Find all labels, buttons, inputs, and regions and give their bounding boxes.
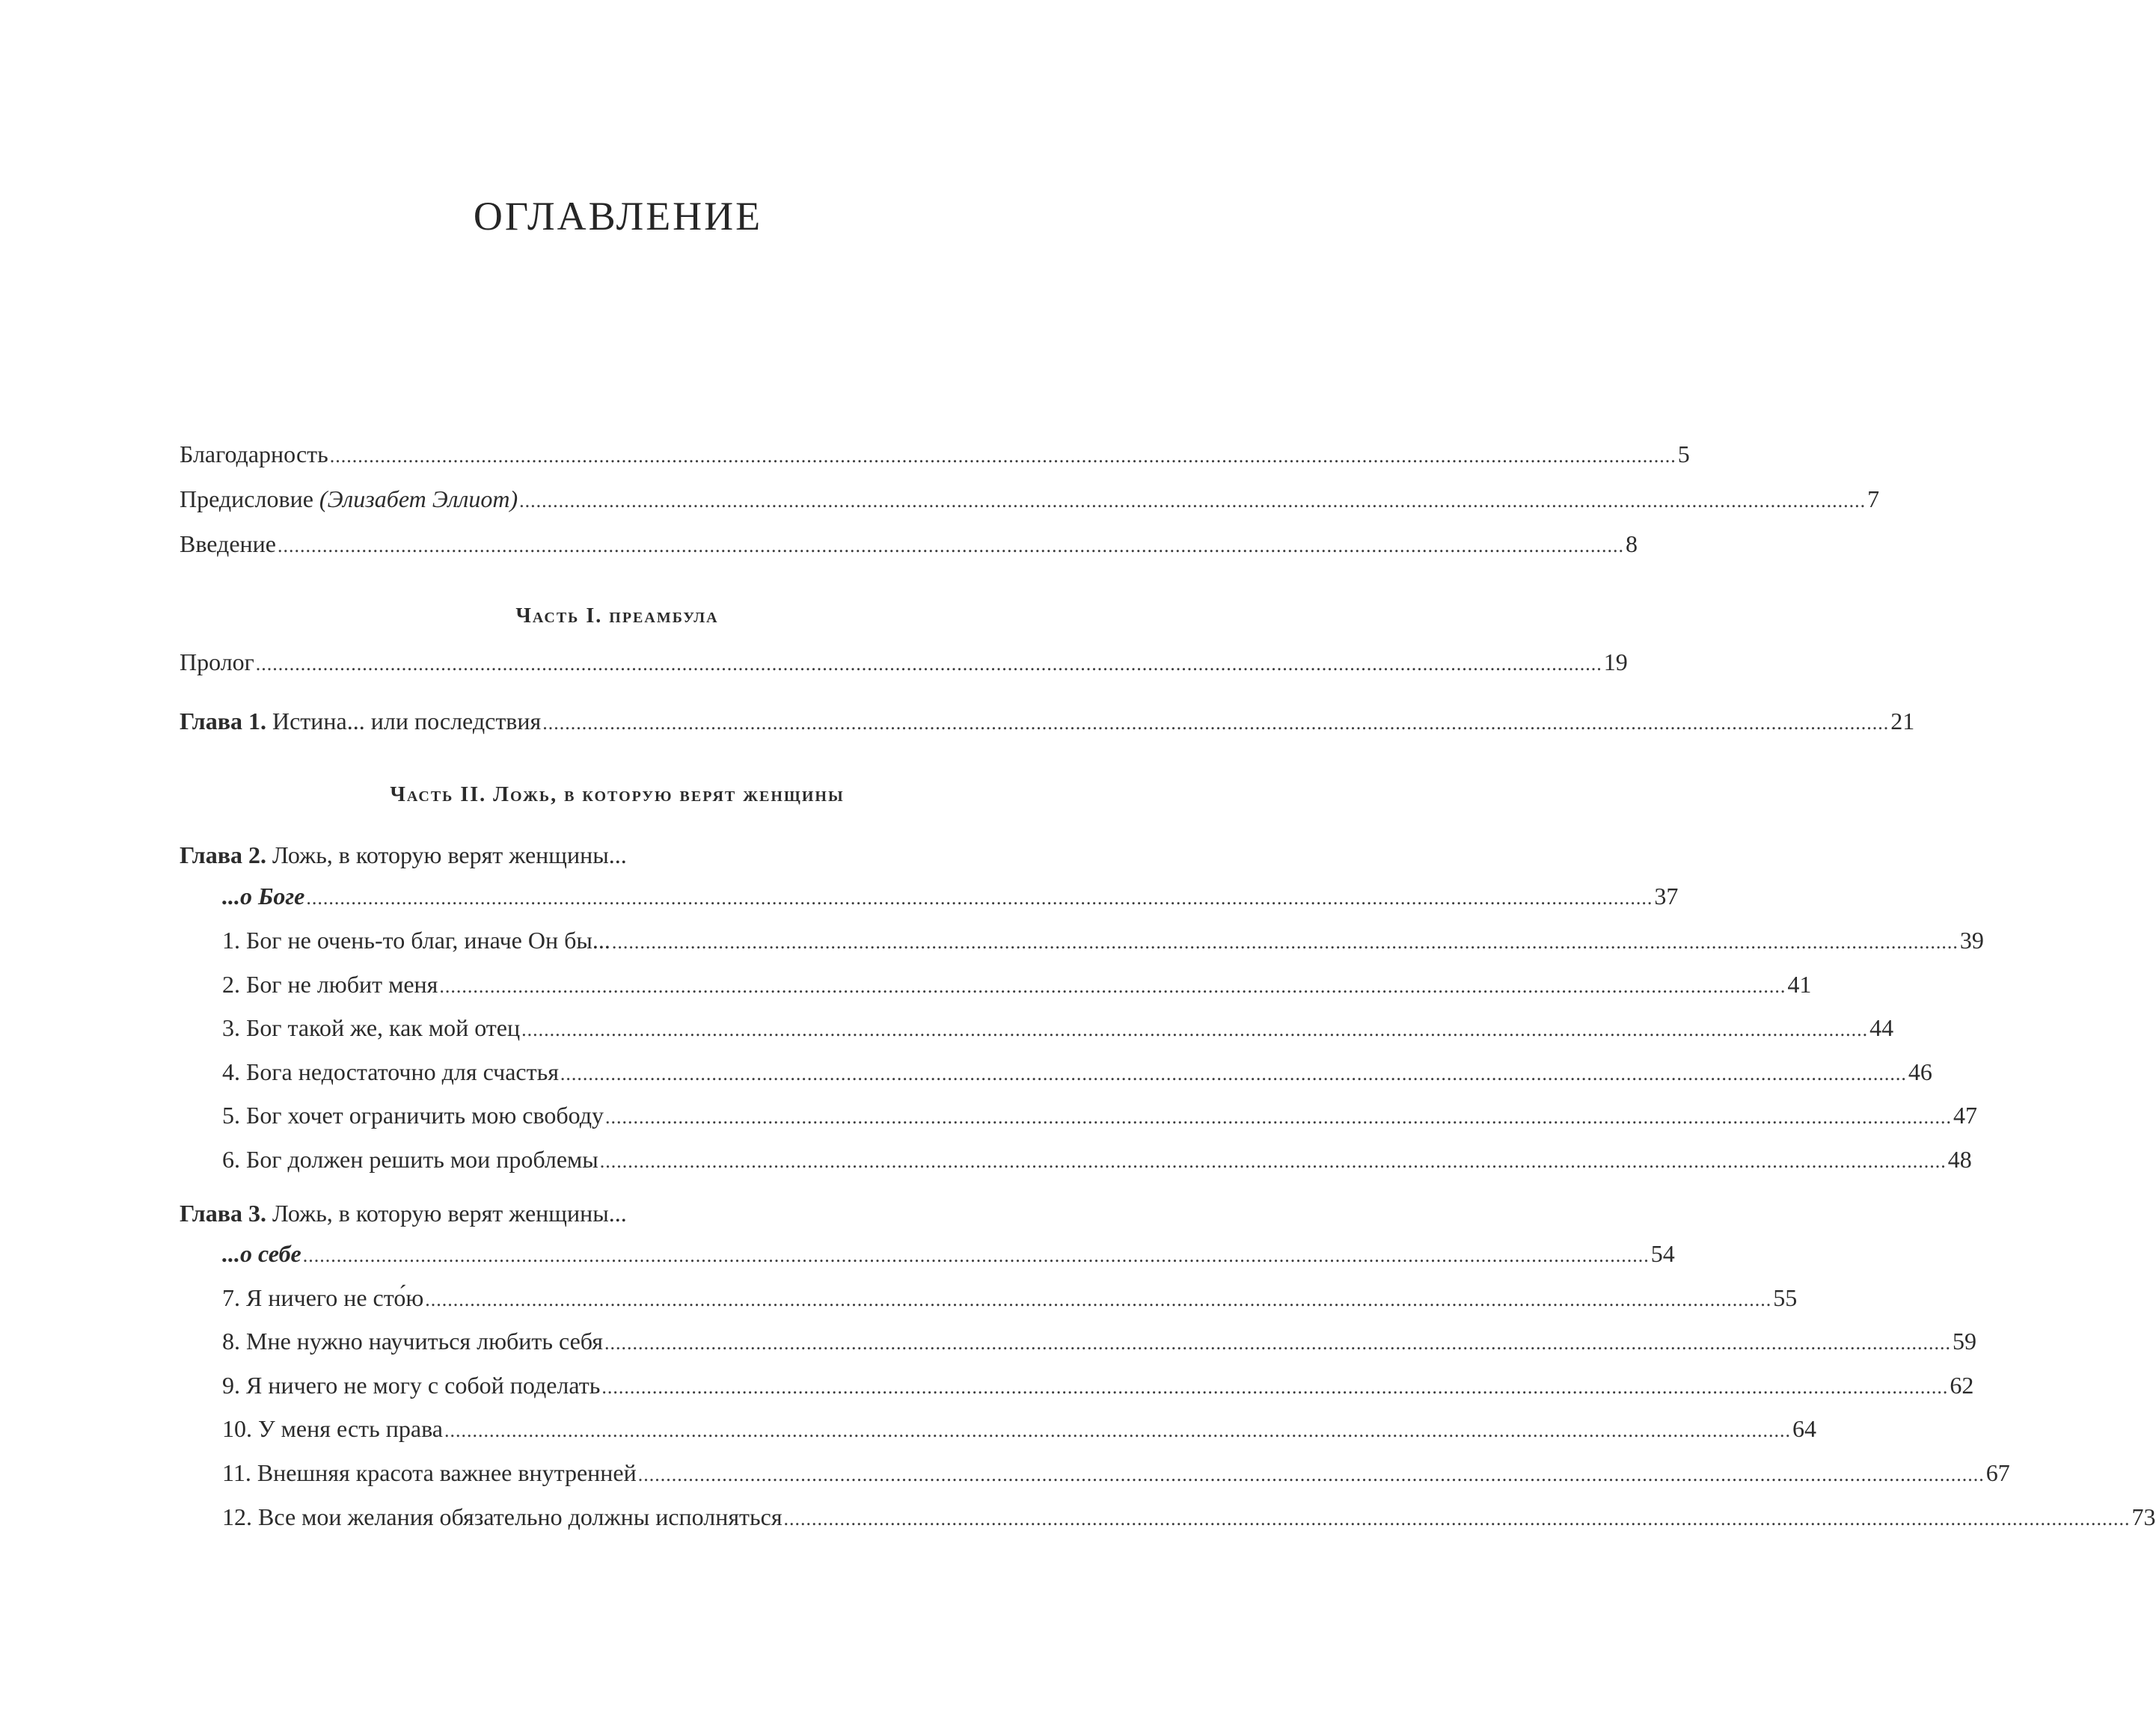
toc-entry-lie-7[interactable] [222, 1283, 1798, 1313]
leader-dots: ................................................................................................................................................................................................................................................ [306, 887, 1653, 909]
page-number: 19 [1603, 648, 1628, 675]
leader-dots: ................................................................................................................................................................................................................................................ [425, 1289, 1772, 1310]
entry-title: 5. Бог хочет ограничить мою свободу [222, 1102, 604, 1129]
chapter-label: Глава 3. [180, 1200, 266, 1227]
page-number: 44 [1869, 1014, 1894, 1041]
chapter-3-heading: Глава 3. Ложь, в которую верят женщины... [180, 1200, 627, 1227]
leader-dots: ................................................................................................................................................................................................................................................ [521, 1019, 1869, 1040]
page-number: 59 [1953, 1328, 1976, 1355]
leader-dots: ................................................................................................................................................................................................................................................ [611, 931, 1959, 953]
toc-entry-lie-5[interactable] [222, 1100, 1977, 1130]
page-number: 62 [1950, 1372, 1974, 1399]
page-number: 47 [1953, 1102, 1977, 1129]
foreword-author: (Элизабет Эллиот) [319, 485, 518, 512]
entry-title: 2. Бог не любит меня [222, 971, 438, 998]
part-2-heading: Часть II. Ложь, в которую верят женщины [390, 783, 845, 806]
entry-title: 11. Внешняя красота важнее внутренней [222, 1459, 637, 1486]
page-number: 55 [1773, 1284, 1798, 1311]
chapter-label: Глава 1. [180, 708, 266, 734]
toc-entry-lie-6[interactable] [222, 1144, 1972, 1174]
entry-title: ...о Боге [222, 883, 305, 910]
leader-dots: ................................................................................................................................................................................................................................................ [277, 535, 1624, 556]
leader-dots: ................................................................................................................................................................................................................................................ [329, 445, 1676, 467]
toc-entry-acknowledgements[interactable] [180, 439, 1690, 469]
leader-dots: ................................................................................................................................................................................................................................................ [783, 1508, 2131, 1530]
entry-title: Введение [180, 530, 276, 557]
page-number: 21 [1890, 708, 1915, 734]
page-number: 48 [1947, 1146, 1972, 1173]
entry-title: 9. Я ничего не могу с собой поделать [222, 1372, 601, 1399]
entry-title: Пролог [180, 648, 254, 675]
toc-entry-lie-9[interactable] [222, 1370, 1974, 1400]
entry-title: 6. Бог должен решить мои проблемы [222, 1146, 598, 1173]
entry-title: 7. Я ничего не сто́ю [222, 1284, 424, 1311]
entry-title: 10. У меня есть права [222, 1415, 443, 1442]
toc-entry-lie-4[interactable] [222, 1057, 1932, 1087]
toc-entry-prologue[interactable] [180, 647, 1628, 677]
entry-title: 4. Бога недостаточно для счастья [222, 1058, 559, 1085]
leader-dots: ................................................................................................................................................................................................................................................ [604, 1332, 1951, 1354]
toc-entry-foreword[interactable] [180, 484, 1880, 514]
leader-dots: ................................................................................................................................................................................................................................................ [444, 1420, 1791, 1441]
toc-entry-lie-3[interactable] [222, 1013, 1894, 1043]
toc-entry-lie-10[interactable] [222, 1414, 1816, 1444]
page-number: 7 [1867, 485, 1880, 512]
leader-dots: ................................................................................................................................................................................................................................................ [519, 490, 1866, 512]
chapter-2-heading: Глава 2. Ложь, в которую верят женщины... [180, 841, 627, 868]
page-number: 37 [1654, 883, 1679, 910]
toc-entry-lie-2[interactable] [222, 969, 1812, 999]
page-number: 64 [1792, 1415, 1816, 1442]
entry-title: ...о себе [222, 1240, 301, 1267]
entry-title: Глава 1. Истина... или последствия [180, 708, 542, 734]
entry-title: Благодарность [180, 441, 328, 467]
leader-dots: ................................................................................................................................................................................................................................................ [605, 1106, 1952, 1128]
toc-entry-lie-11[interactable] [222, 1458, 2010, 1488]
leader-dots: ................................................................................................................................................................................................................................................ [542, 712, 1890, 734]
page-number: 73 [2131, 1503, 2156, 1530]
leader-dots: ................................................................................................................................................................................................................................................ [599, 1150, 1947, 1172]
leader-dots: ................................................................................................................................................................................................................................................ [560, 1063, 1907, 1085]
leader-dots: ................................................................................................................................................................................................................................................ [601, 1376, 1949, 1398]
page-number: 46 [1908, 1058, 1932, 1085]
page-number: 54 [1650, 1240, 1675, 1267]
toc-entry-chapter-2-sub[interactable] [222, 881, 1679, 911]
page-number: 39 [1959, 927, 1984, 954]
entry-title: 1. Бог не очень-то благ, иначе Он бы... [222, 927, 610, 954]
leader-dots: ................................................................................................................................................................................................................................................ [439, 975, 1786, 997]
leader-dots: ................................................................................................................................................................................................................................................ [302, 1245, 1650, 1266]
entry-title: 3. Бог такой же, как мой отец [222, 1014, 521, 1041]
toc-entry-chapter-1[interactable] [180, 706, 1915, 736]
page-title: ОГЛАВЛЕНИЕ [473, 194, 763, 239]
page-number: 5 [1677, 441, 1690, 467]
toc-entry-lie-1[interactable] [222, 925, 1984, 955]
toc-entry-lie-12[interactable] [222, 1502, 2156, 1532]
entry-title: 8. Мне нужно научиться любить себя [222, 1328, 603, 1355]
leader-dots: ................................................................................................................................................................................................................................................ [255, 653, 1602, 675]
page-number: 41 [1787, 971, 1812, 998]
chapter-label: Глава 2. [180, 841, 266, 868]
page-number: 8 [1625, 530, 1638, 557]
page-number: 67 [1985, 1459, 2010, 1486]
entry-title: Предисловие (Элизабет Эллиот) [180, 485, 518, 512]
leader-dots: ................................................................................................................................................................................................................................................ [637, 1464, 1985, 1485]
entry-title: 12. Все мои желания обязательно должны исполняться [222, 1503, 783, 1530]
toc-entry-introduction[interactable] [180, 529, 1638, 559]
part-1-heading: Часть I. преамбула [515, 604, 719, 628]
toc-entry-lie-8[interactable] [222, 1326, 1976, 1356]
toc-entry-chapter-3-sub[interactable] [222, 1239, 1675, 1269]
